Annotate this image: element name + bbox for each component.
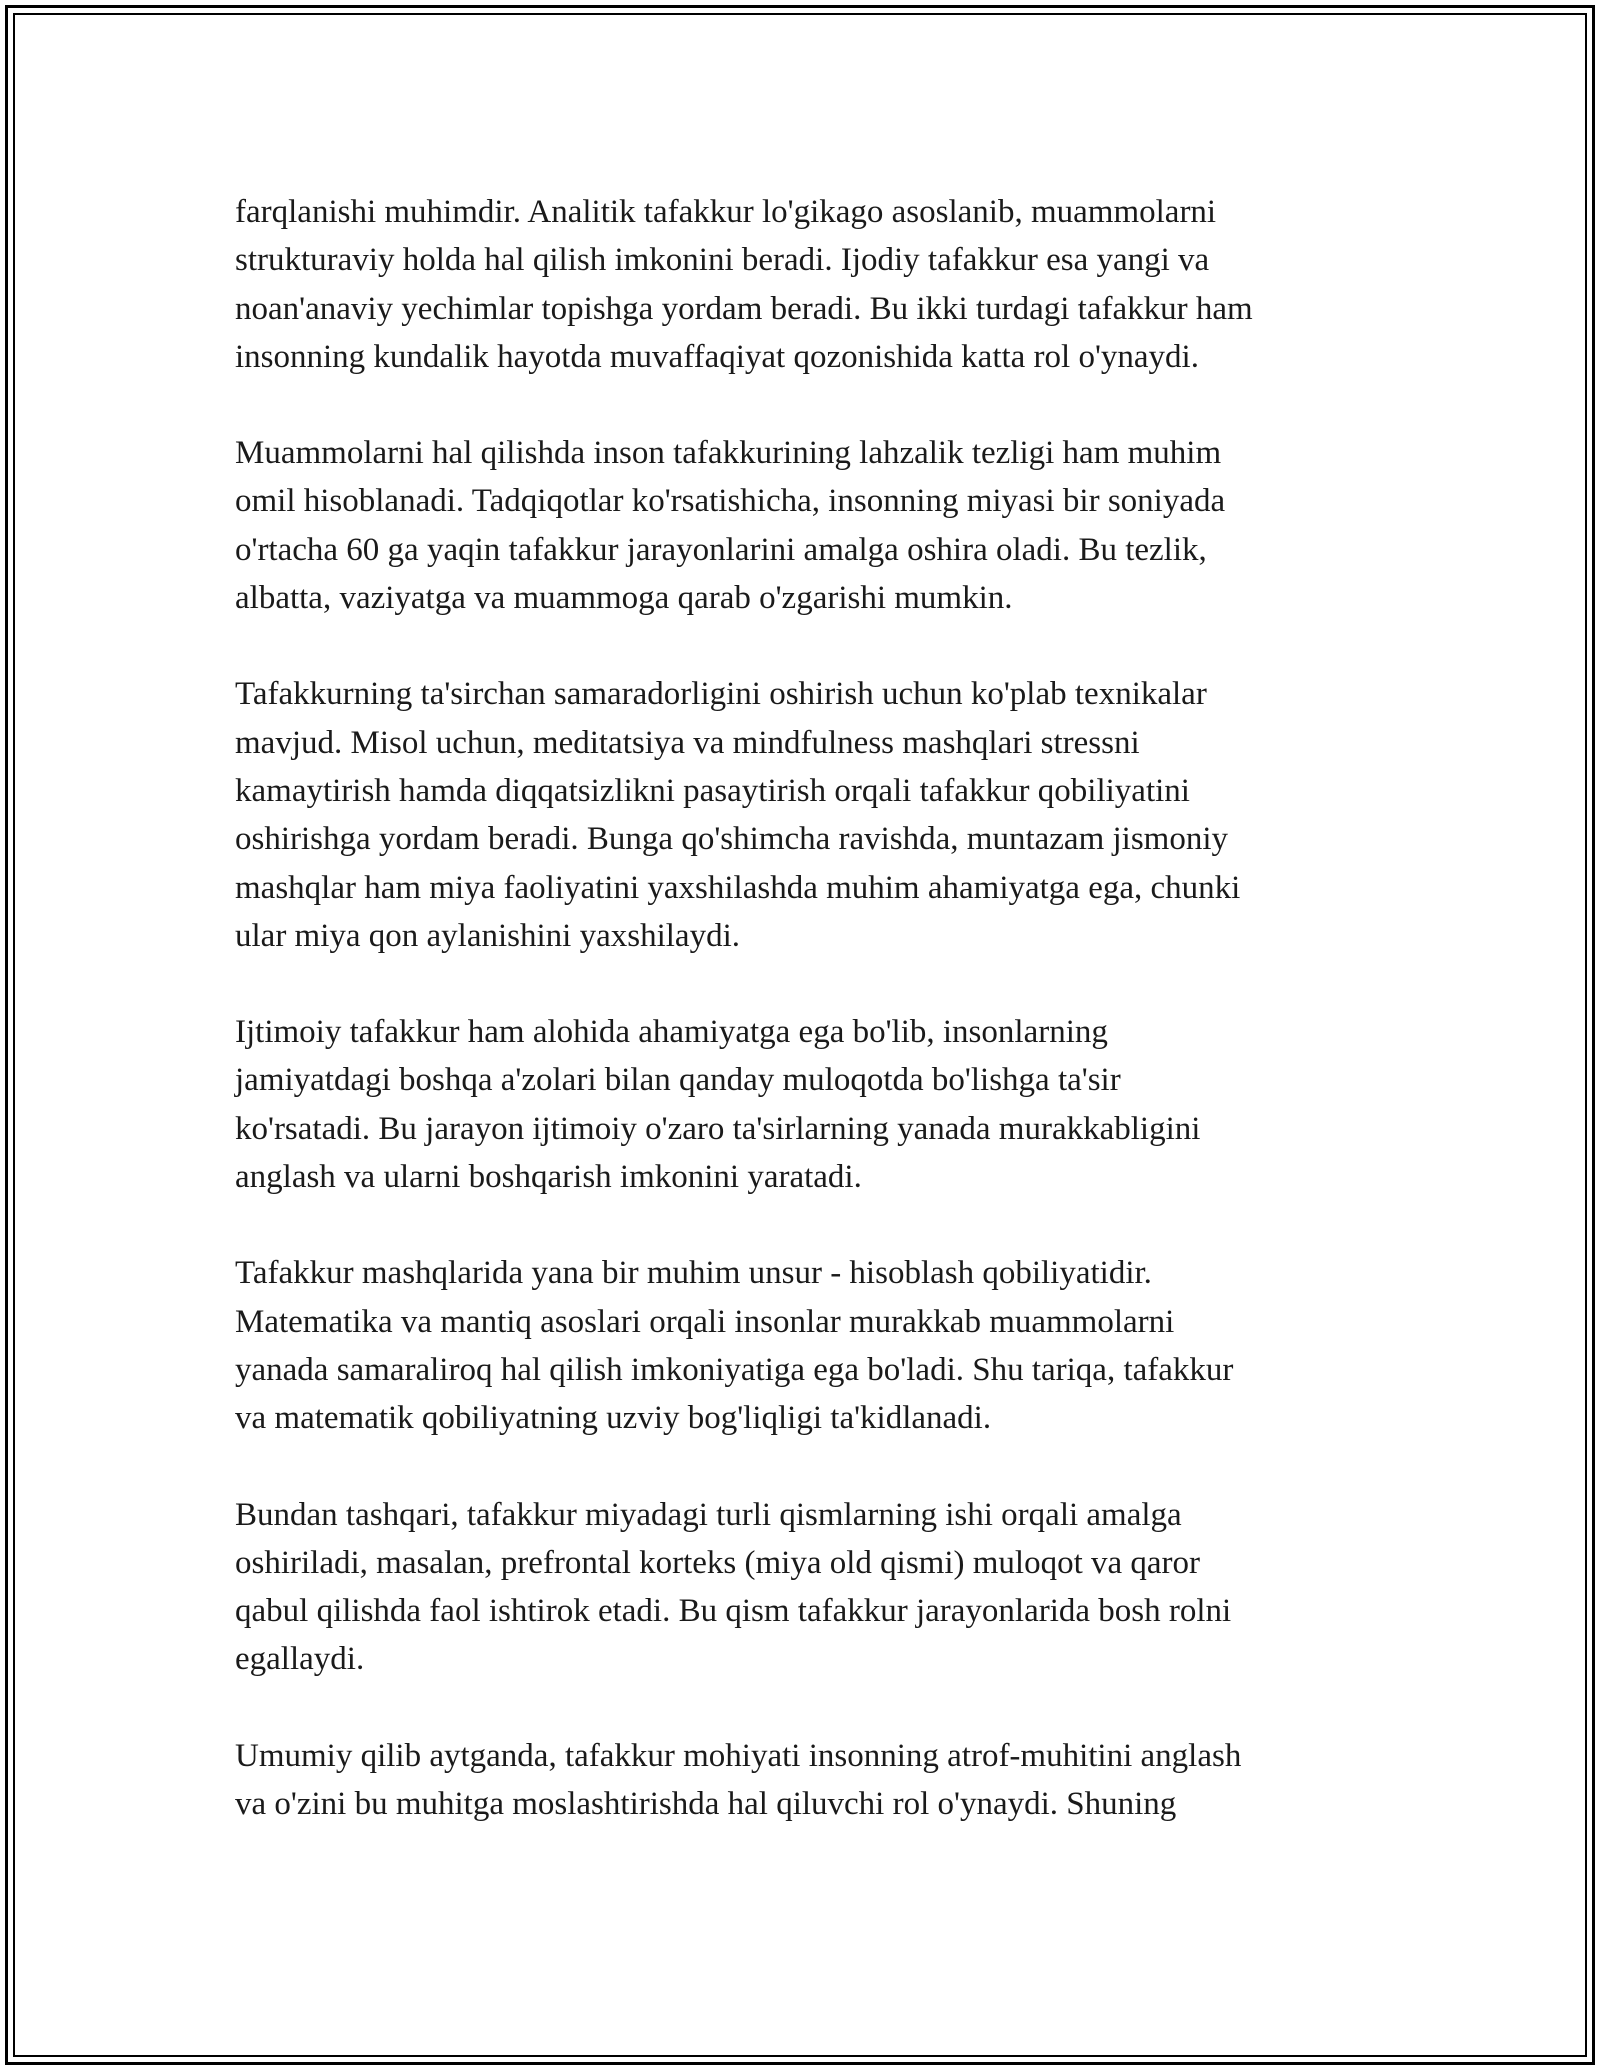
text-line: insonning kundalik hayotda muvaffaqiyat qozonishida katta rol o'ynaydi.: [235, 338, 1199, 375]
text-line: Umumiy qilib aytganda, tafakkur mohiyati insonning atrof-muhitini anglash: [235, 1737, 1242, 1774]
paragraph: [235, 670, 1375, 960]
text-line: oshirishga yordam beradi. Bunga qo'shimcha ravishda, muntazam jismoniy: [235, 821, 1228, 858]
text-line: Tafakkurning ta'sirchan samaradorligini oshirish uchun ko'plab texnikalar: [235, 676, 1207, 713]
text-line: Ijtimoiy tafakkur ham alohida ahamiyatga ega bo'lib, insonlarning: [235, 1014, 1108, 1051]
text-line: va o'zini bu muhitga moslashtirishda hal qiluvchi rol o'ynaydi. Shuning: [235, 1786, 1177, 1823]
paragraph: [235, 1732, 1375, 1829]
text-line: kamaytirish hamda diqqatsizlikni pasaytirish orqali tafakkur qobiliyatini: [235, 772, 1190, 809]
text-line: Bundan tashqari, tafakkur miyadagi turli qismlarning ishi orqali amalga: [235, 1496, 1182, 1533]
text-line: ko'rsatadi. Bu jarayon ijtimoiy o'zaro ta'sirlarning yanada murakkabligini: [235, 1110, 1201, 1147]
text-line: Muammolarni hal qilishda inson tafakkurining lahzalik tezligi ham muhim: [235, 435, 1222, 472]
text-line: va matematik qobiliyatning uzviy bog'liqligi ta'kidlanadi.: [235, 1400, 992, 1437]
paragraph: [235, 1249, 1375, 1442]
text-line: anglash va ularni boshqarish imkonini yaratadi.: [235, 1159, 862, 1196]
paragraph: [235, 429, 1375, 622]
text-line: oshiriladi, masalan, prefrontal korteks (miya old qismi) muloqot va qaror: [235, 1544, 1201, 1581]
text-line: yanada samaraliroq hal qilish imkoniyatiga ega bo'ladi. Shu tariqa, tafakkur: [235, 1351, 1234, 1388]
text-line: Matematika va mantiq asoslari orqali insonlar murakkab muammolarni: [235, 1303, 1175, 1340]
text-line: ular miya qon aylanishini yaxshilaydi.: [235, 917, 740, 954]
text-line: strukturaviy holda hal qilish imkonini beradi. Ijodiy tafakkur esa yangi va: [235, 242, 1210, 279]
text-line: Tafakkur mashqlarida yana bir muhim unsur - hisoblash qobiliyatidir.: [235, 1255, 1152, 1292]
paragraph: [235, 188, 1375, 381]
text-line: qabul qilishda faol ishtirok etadi. Bu qism tafakkur jarayonlarida bosh rolni: [235, 1593, 1232, 1630]
text-line: noan'anaviy yechimlar topishga yordam beradi. Bu ikki turdagi tafakkur ham: [235, 290, 1253, 327]
text-line: albatta, vaziyatga va muammoga qarab o'zgarishi mumkin.: [235, 580, 1013, 617]
text-line: egallaydi.: [235, 1641, 365, 1678]
text-line: mashqlar ham miya faoliyatini yaxshilashda muhim ahamiyatga ega, chunki: [235, 869, 1241, 906]
document-body: [235, 188, 1375, 1876]
text-line: omil hisoblanadi. Tadqiqotlar ko'rsatishicha, insonning miyasi bir soniyada: [235, 483, 1226, 520]
paragraph: [235, 1008, 1375, 1201]
text-line: jamiyatdagi boshqa a'zolari bilan qanday muloqotda bo'lishga ta'sir: [235, 1062, 1121, 1099]
text-line: mavjud. Misol uchun, meditatsiya va mindfulness mashqlari stressni: [235, 724, 1140, 761]
paragraph: [235, 1491, 1375, 1684]
text-line: o'rtacha 60 ga yaqin tafakkur jarayonlarini amalga oshira oladi. Bu tezlik,: [235, 531, 1207, 568]
text-line: farqlanishi muhimdir. Analitik tafakkur lo'gikago asoslanib, muammolarni: [235, 194, 1217, 230]
